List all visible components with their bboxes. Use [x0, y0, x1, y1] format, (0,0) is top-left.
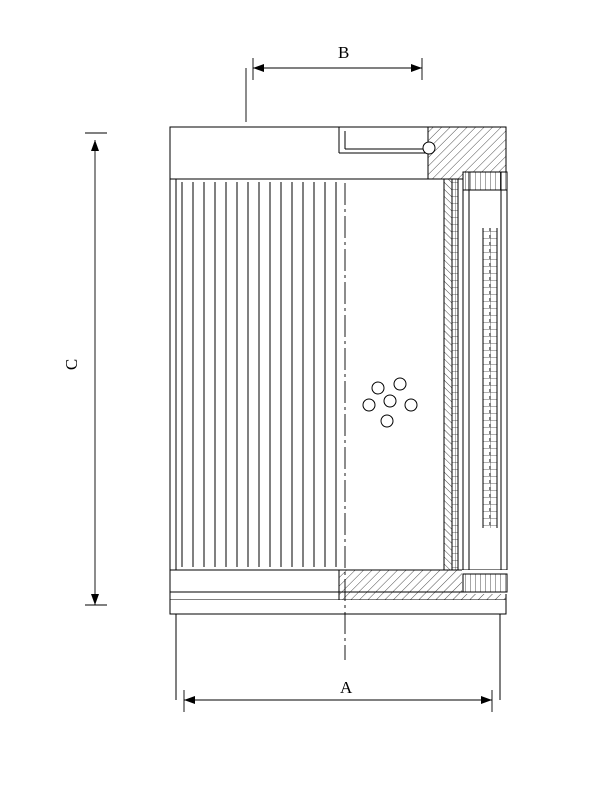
- lower-skirt: [176, 614, 500, 700]
- dimension-A: [184, 690, 492, 712]
- dimension-label-c: C: [62, 358, 82, 371]
- dimension-label-a: A: [340, 678, 353, 697]
- bypass-valve-housing: [444, 179, 452, 570]
- center-core: [444, 172, 507, 592]
- pleated-media: [170, 179, 444, 570]
- dimension-B: [246, 58, 422, 122]
- dimension-label-b: B: [338, 43, 350, 62]
- dimension-C: [85, 133, 107, 605]
- top-end-cap: [170, 127, 506, 179]
- bottom-end-cap: [170, 570, 508, 702]
